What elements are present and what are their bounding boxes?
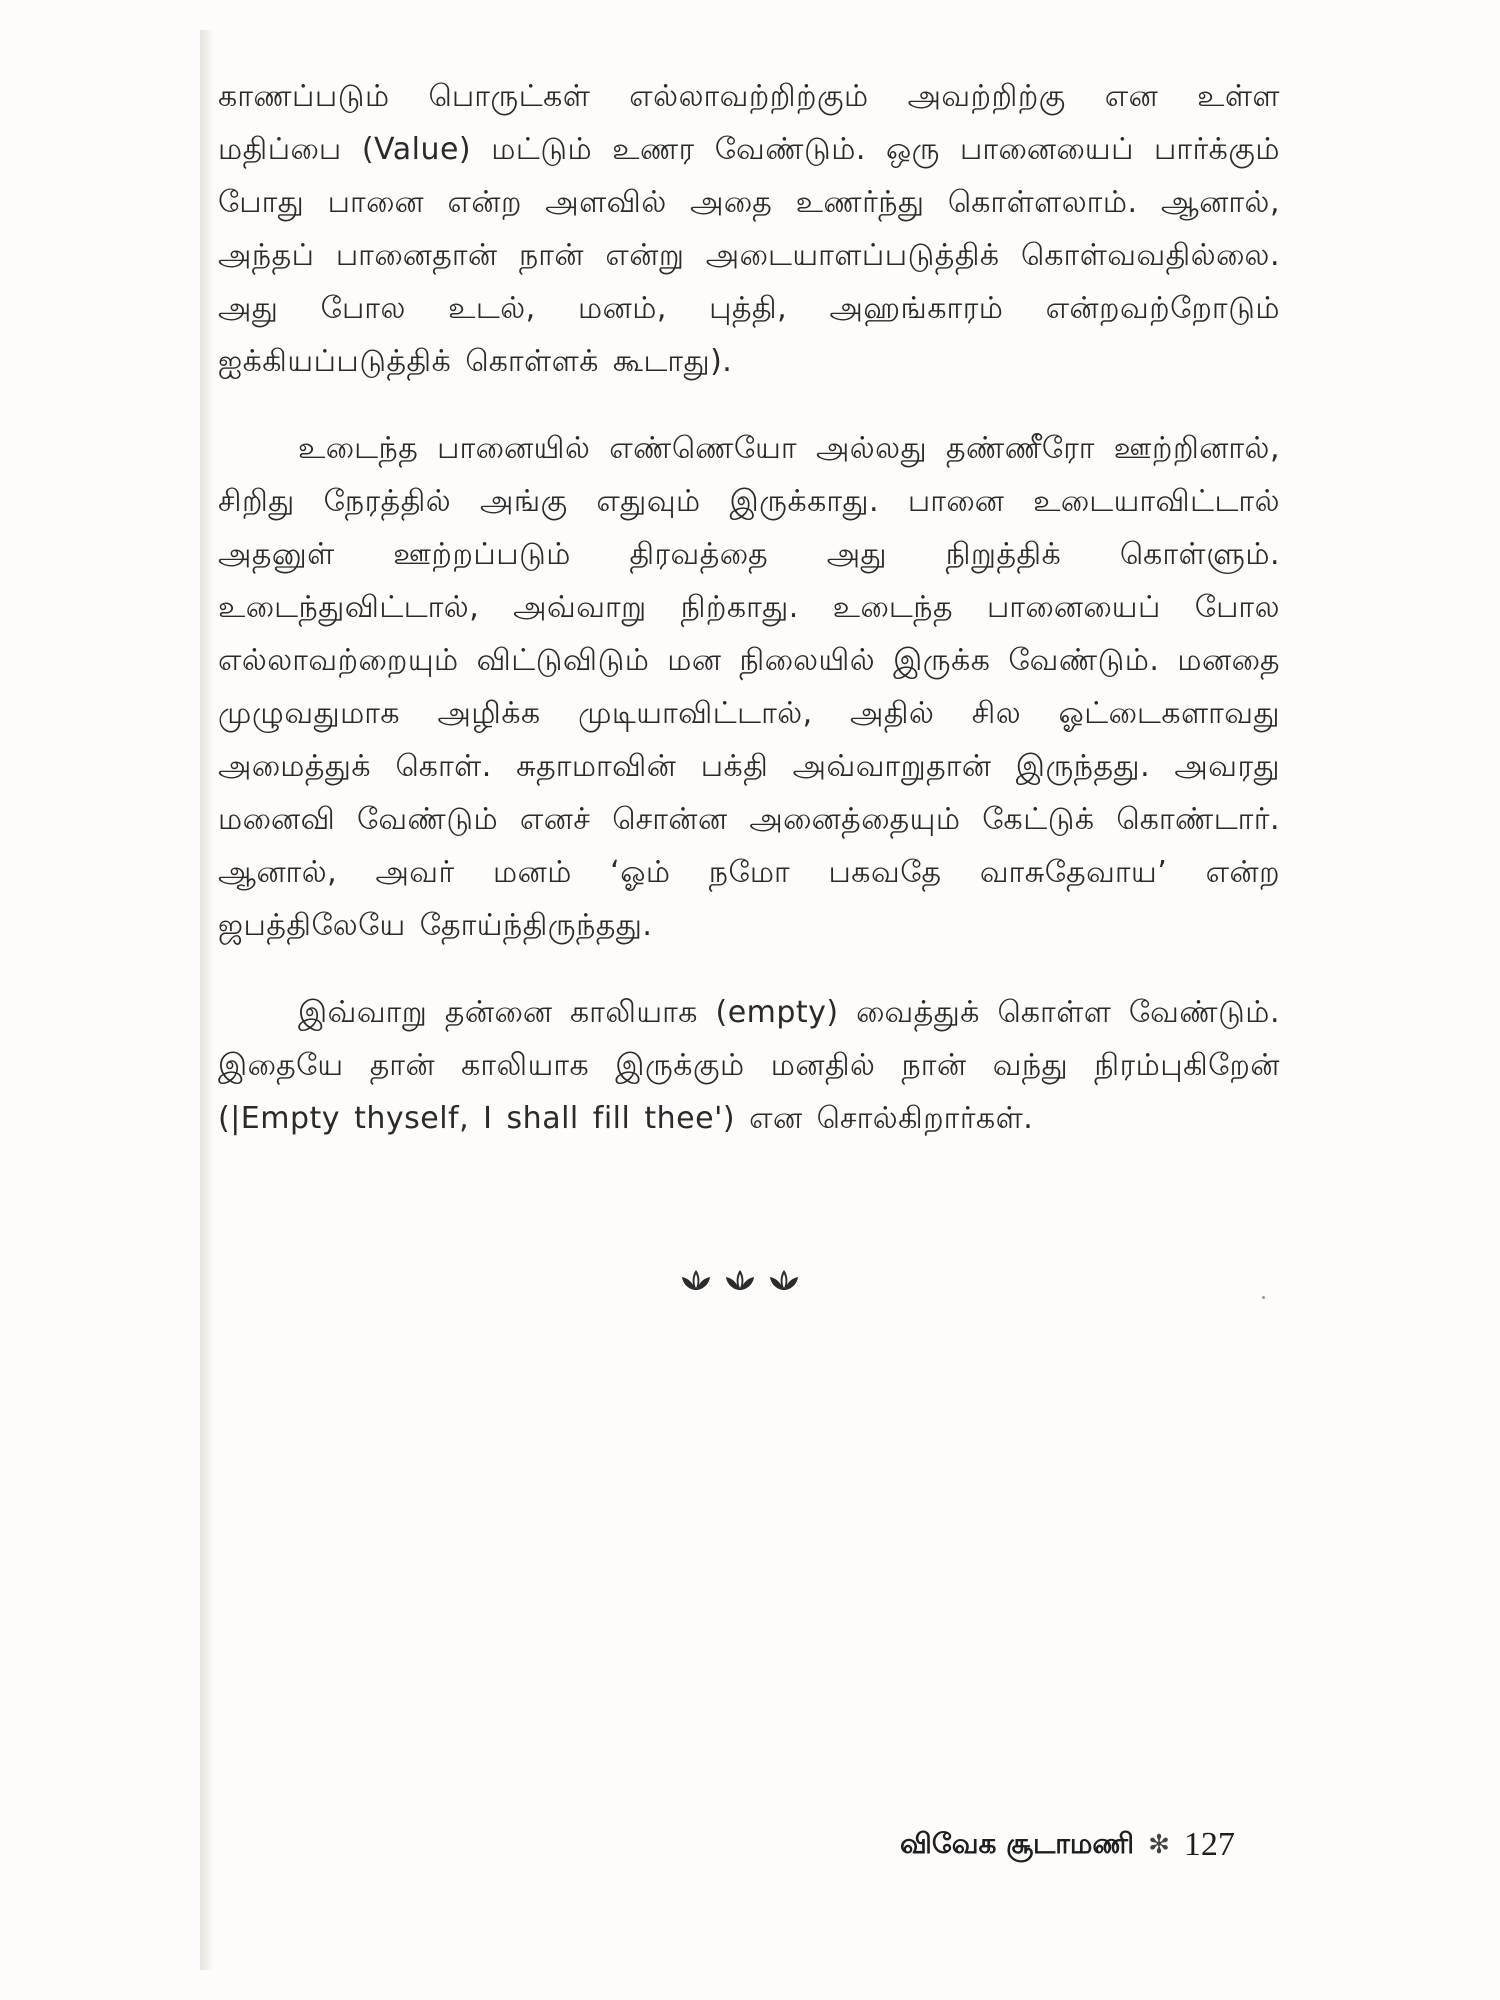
spine-shadow xyxy=(200,30,214,1970)
lotus-icon xyxy=(724,1268,756,1292)
lotus-icon xyxy=(680,1268,712,1292)
page-number: 127 xyxy=(1183,1826,1235,1863)
paper-speck xyxy=(1262,1296,1265,1299)
page-footer xyxy=(900,1820,1235,1870)
paragraph-3: இவ்வாறு தன்னை காலியாக (empty) வைத்துக் கொள்ள வேண்டும். இதையே தான் காலியாக இருக்கும் மனதில் நான் வந்து நிரம்புகிறேன் (|Empty thyself, I shall fill thee') என சொல்கிறார்கள். xyxy=(218,995,1280,1136)
paragraph-2: உடைந்த பானையில் எண்ணெயோ அல்லது தண்ணீரோ ஊற்றினால், சிறிது நேரத்தில் அங்கு எதுவும் இருக்காது. பானை உடையாவிட்டால் அதனுள் ஊற்றப்படும் திரவத்தை அது நிறுத்திக் கொள்ளும். உடைந்துவிட்டால், அவ்வாறு நிற்காது. உடைந்த பானையைப் போல எல்லாவற்றையும் விட்டுவிடும் மன நிலையில் இருக்க வேண்டும். மனதை முழுவதுமாக அழிக்க முடியாவிட்டால், அதில் சில ஓட்டைகளாவது அமைத்துக் கொள். சுதாமாவின் பக்தி அவ்வாறுதான் இருந்தது. அவரது மனைவி வேண்டும் எனச் சொன்ன அனைத்தையும் கேட்டுக் கொண்டார். ஆனால், அவர் மனம் ‘ஓம் நமோ பகவதே வாசுதேவாய’ என்ற ஜபத்திலேயே தோய்ந்திருந்தது. xyxy=(218,431,1280,943)
lotus-icon xyxy=(768,1268,800,1292)
book-title: விவேக சூடாமணி xyxy=(900,1826,1135,1860)
paragraph-1: காணப்படும் பொருட்கள் எல்லாவற்றிற்கும் அவற்றிற்கு என உள்ள மதிப்பை (Value) மட்டும் உணர வேண்டும். ஒரு பானையைப் பார்க்கும் போது பானை என்ற அளவில் அதை உணர்ந்து கொள்ளலாம். ஆனால், அந்தப் பானைதான் நான் என்று அடையாளப்படுத்திக் கொள்வவதில்லை. அது போல உடல், மனம், புத்தி, அஹங்காரம் என்றவற்றோடும் ஐக்கியப்படுத்திக் கொள்ளக் கூடாது). xyxy=(218,79,1280,379)
footer-separator: ✻ xyxy=(1148,1830,1170,1860)
body-text xyxy=(218,70,1280,1179)
section-ornament xyxy=(680,1268,800,1298)
